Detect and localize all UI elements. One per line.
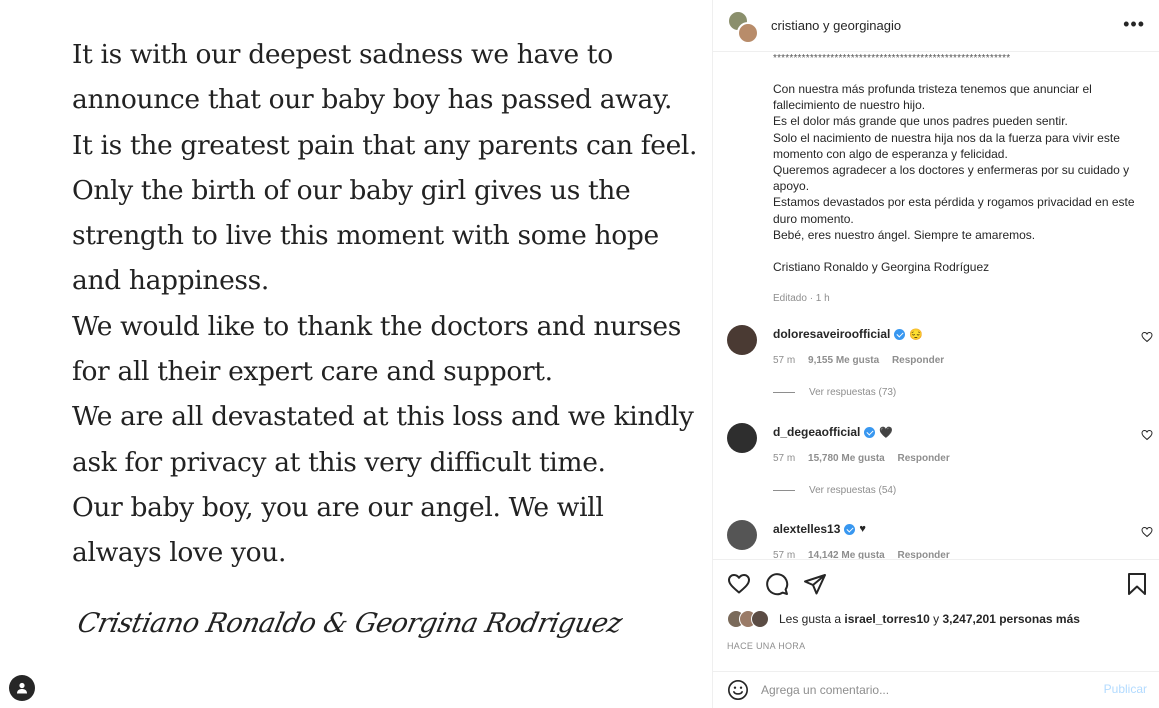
comment-time: 57 m: [773, 550, 796, 559]
letter-line: It is the greatest pain that any parents can feel.: [72, 129, 698, 161]
person-icon: [15, 681, 29, 695]
letter-line: We are all devastated at this loss and we kindly: [72, 401, 694, 433]
letter-line: always love you.: [72, 537, 287, 569]
publish-button[interactable]: Publicar: [1103, 682, 1147, 696]
post-actions: [713, 559, 1159, 671]
comment-header: [773, 327, 923, 341]
like-heart-icon[interactable]: [727, 572, 751, 596]
caption-signature: Cristiano Ronaldo y Georgina Rodríguez: [773, 260, 990, 275]
caption-line: Estamos devastados por esta pérdida y rogamos privacidad en este duro momento.: [773, 195, 1135, 226]
author-link-georginagio[interactable]: georginagio: [833, 18, 902, 33]
post-header: [713, 0, 1159, 52]
avatar[interactable]: [737, 22, 759, 44]
letter-line: We would like to thank the doctors and nurses: [72, 310, 682, 342]
caption-line: Bebé, eres nuestro ángel. Siempre te amaremos.: [773, 227, 1036, 242]
likes-count-link[interactable]: 3,247,201 personas más: [942, 612, 1080, 626]
letter-line: announce that our baby boy has passed away.: [72, 84, 673, 116]
author-conjunction: y: [823, 18, 830, 33]
author-avatars[interactable]: [727, 10, 759, 42]
comment-likes[interactable]: 15,780 Me gusta: [808, 453, 885, 464]
comment-username[interactable]: alextelles13: [773, 522, 841, 536]
verified-badge-icon: [844, 524, 855, 535]
letter-line: Only the birth of our baby girl gives us the: [72, 174, 631, 206]
comment-time: 57 m: [773, 355, 796, 366]
caption-line: Es el dolor más grande que unos padres pueden sentir.: [773, 114, 1068, 129]
comment-actions: [773, 550, 960, 559]
view-replies-button[interactable]: [773, 485, 896, 496]
comment-actions: [773, 355, 954, 366]
caption-line: Solo el nacimiento de nuestra hija nos da la fuerza para vivir este momento con algo de esperanza y felicidad.: [773, 130, 1120, 161]
verified-badge-icon: [894, 329, 905, 340]
avatar[interactable]: [727, 325, 757, 355]
comment-input[interactable]: [761, 683, 1081, 697]
comment-text: ♥: [859, 523, 866, 535]
liker-username[interactable]: israel_torres10: [844, 612, 930, 626]
caption-line: Con nuestra más profunda tristeza tenemos que anunciar el fallecimiento de nuestro hijo.: [773, 82, 1092, 113]
heart-icon[interactable]: [1141, 526, 1153, 538]
view-replies-label: Ver respuestas (73): [809, 387, 897, 398]
add-comment-form: [713, 671, 1159, 708]
avatar: [751, 610, 769, 628]
comment-username[interactable]: doloresaveiroofficial: [773, 327, 891, 341]
likes-summary: [727, 610, 1080, 628]
letter-line: ask for privacy at this very difficult time.: [72, 446, 606, 478]
verified-badge-icon: [864, 427, 875, 438]
reply-button[interactable]: Responder: [891, 355, 945, 366]
share-send-icon[interactable]: [803, 572, 827, 596]
reply-button[interactable]: Responder: [897, 550, 950, 559]
comment-header: [773, 425, 893, 439]
comment-likes[interactable]: 14,142 Me gusta: [808, 550, 885, 559]
view-replies-label: Ver respuestas (54): [809, 485, 897, 496]
heart-icon[interactable]: [1141, 331, 1153, 343]
post-time[interactable]: HACE UNA HORA: [727, 641, 806, 651]
author-names: [771, 18, 901, 33]
comment-text: 🖤: [879, 426, 894, 439]
comments-scroll[interactable]: [713, 53, 1159, 559]
avatar[interactable]: [727, 520, 757, 550]
comment-item: [727, 325, 1147, 405]
caption-stars: **********************************************************: [773, 53, 1011, 64]
liker-avatars: [727, 610, 773, 628]
comment-username[interactable]: d_degeaofficial: [773, 425, 861, 439]
comment-likes[interactable]: 9,155 Me gusta: [808, 355, 880, 366]
reply-button[interactable]: Responder: [897, 453, 950, 464]
caption-line: Queremos agradecer a los doctores y enfermeras por su cuidado y apoyo.: [773, 163, 1130, 194]
letter-line: Our baby boy, you are our angel. We will: [72, 491, 604, 523]
view-replies-button[interactable]: [773, 387, 896, 398]
letter-text: [72, 32, 698, 576]
comment-item: [727, 520, 1147, 559]
letter-line: for all their expert care and support.: [72, 356, 553, 388]
comment-bubble-icon[interactable]: [765, 572, 789, 596]
handwritten-signature: Cristiano Ronaldo & Georgina Rodriguez: [74, 608, 625, 639]
author-link-cristiano[interactable]: cristiano: [771, 18, 820, 33]
comment-item: [727, 423, 1147, 503]
user-tag-button[interactable]: [9, 675, 35, 701]
avatar[interactable]: [727, 423, 757, 453]
comment-actions: [773, 453, 960, 464]
likes-conj: y: [933, 612, 940, 626]
comment-header: [773, 522, 866, 536]
emoji-icon[interactable]: [727, 679, 749, 701]
bookmark-icon[interactable]: [1127, 573, 1147, 595]
heart-icon[interactable]: [1141, 429, 1153, 441]
more-options-button[interactable]: •••: [1123, 14, 1145, 34]
comment-time: 57 m: [773, 453, 796, 464]
letter-line: and happiness.: [72, 265, 269, 297]
letter-line: strength to live this moment with some hope: [72, 220, 659, 252]
post-sidebar: [712, 0, 1159, 708]
letter-line: It is with our deepest sadness we have to: [72, 39, 613, 70]
post-caption: [773, 53, 1151, 275]
edited-timestamp: Editado · 1 h: [773, 293, 830, 304]
likes-prefix: Les gusta a: [779, 612, 842, 626]
action-icons: [727, 572, 827, 596]
comment-text: 😔: [909, 328, 924, 341]
